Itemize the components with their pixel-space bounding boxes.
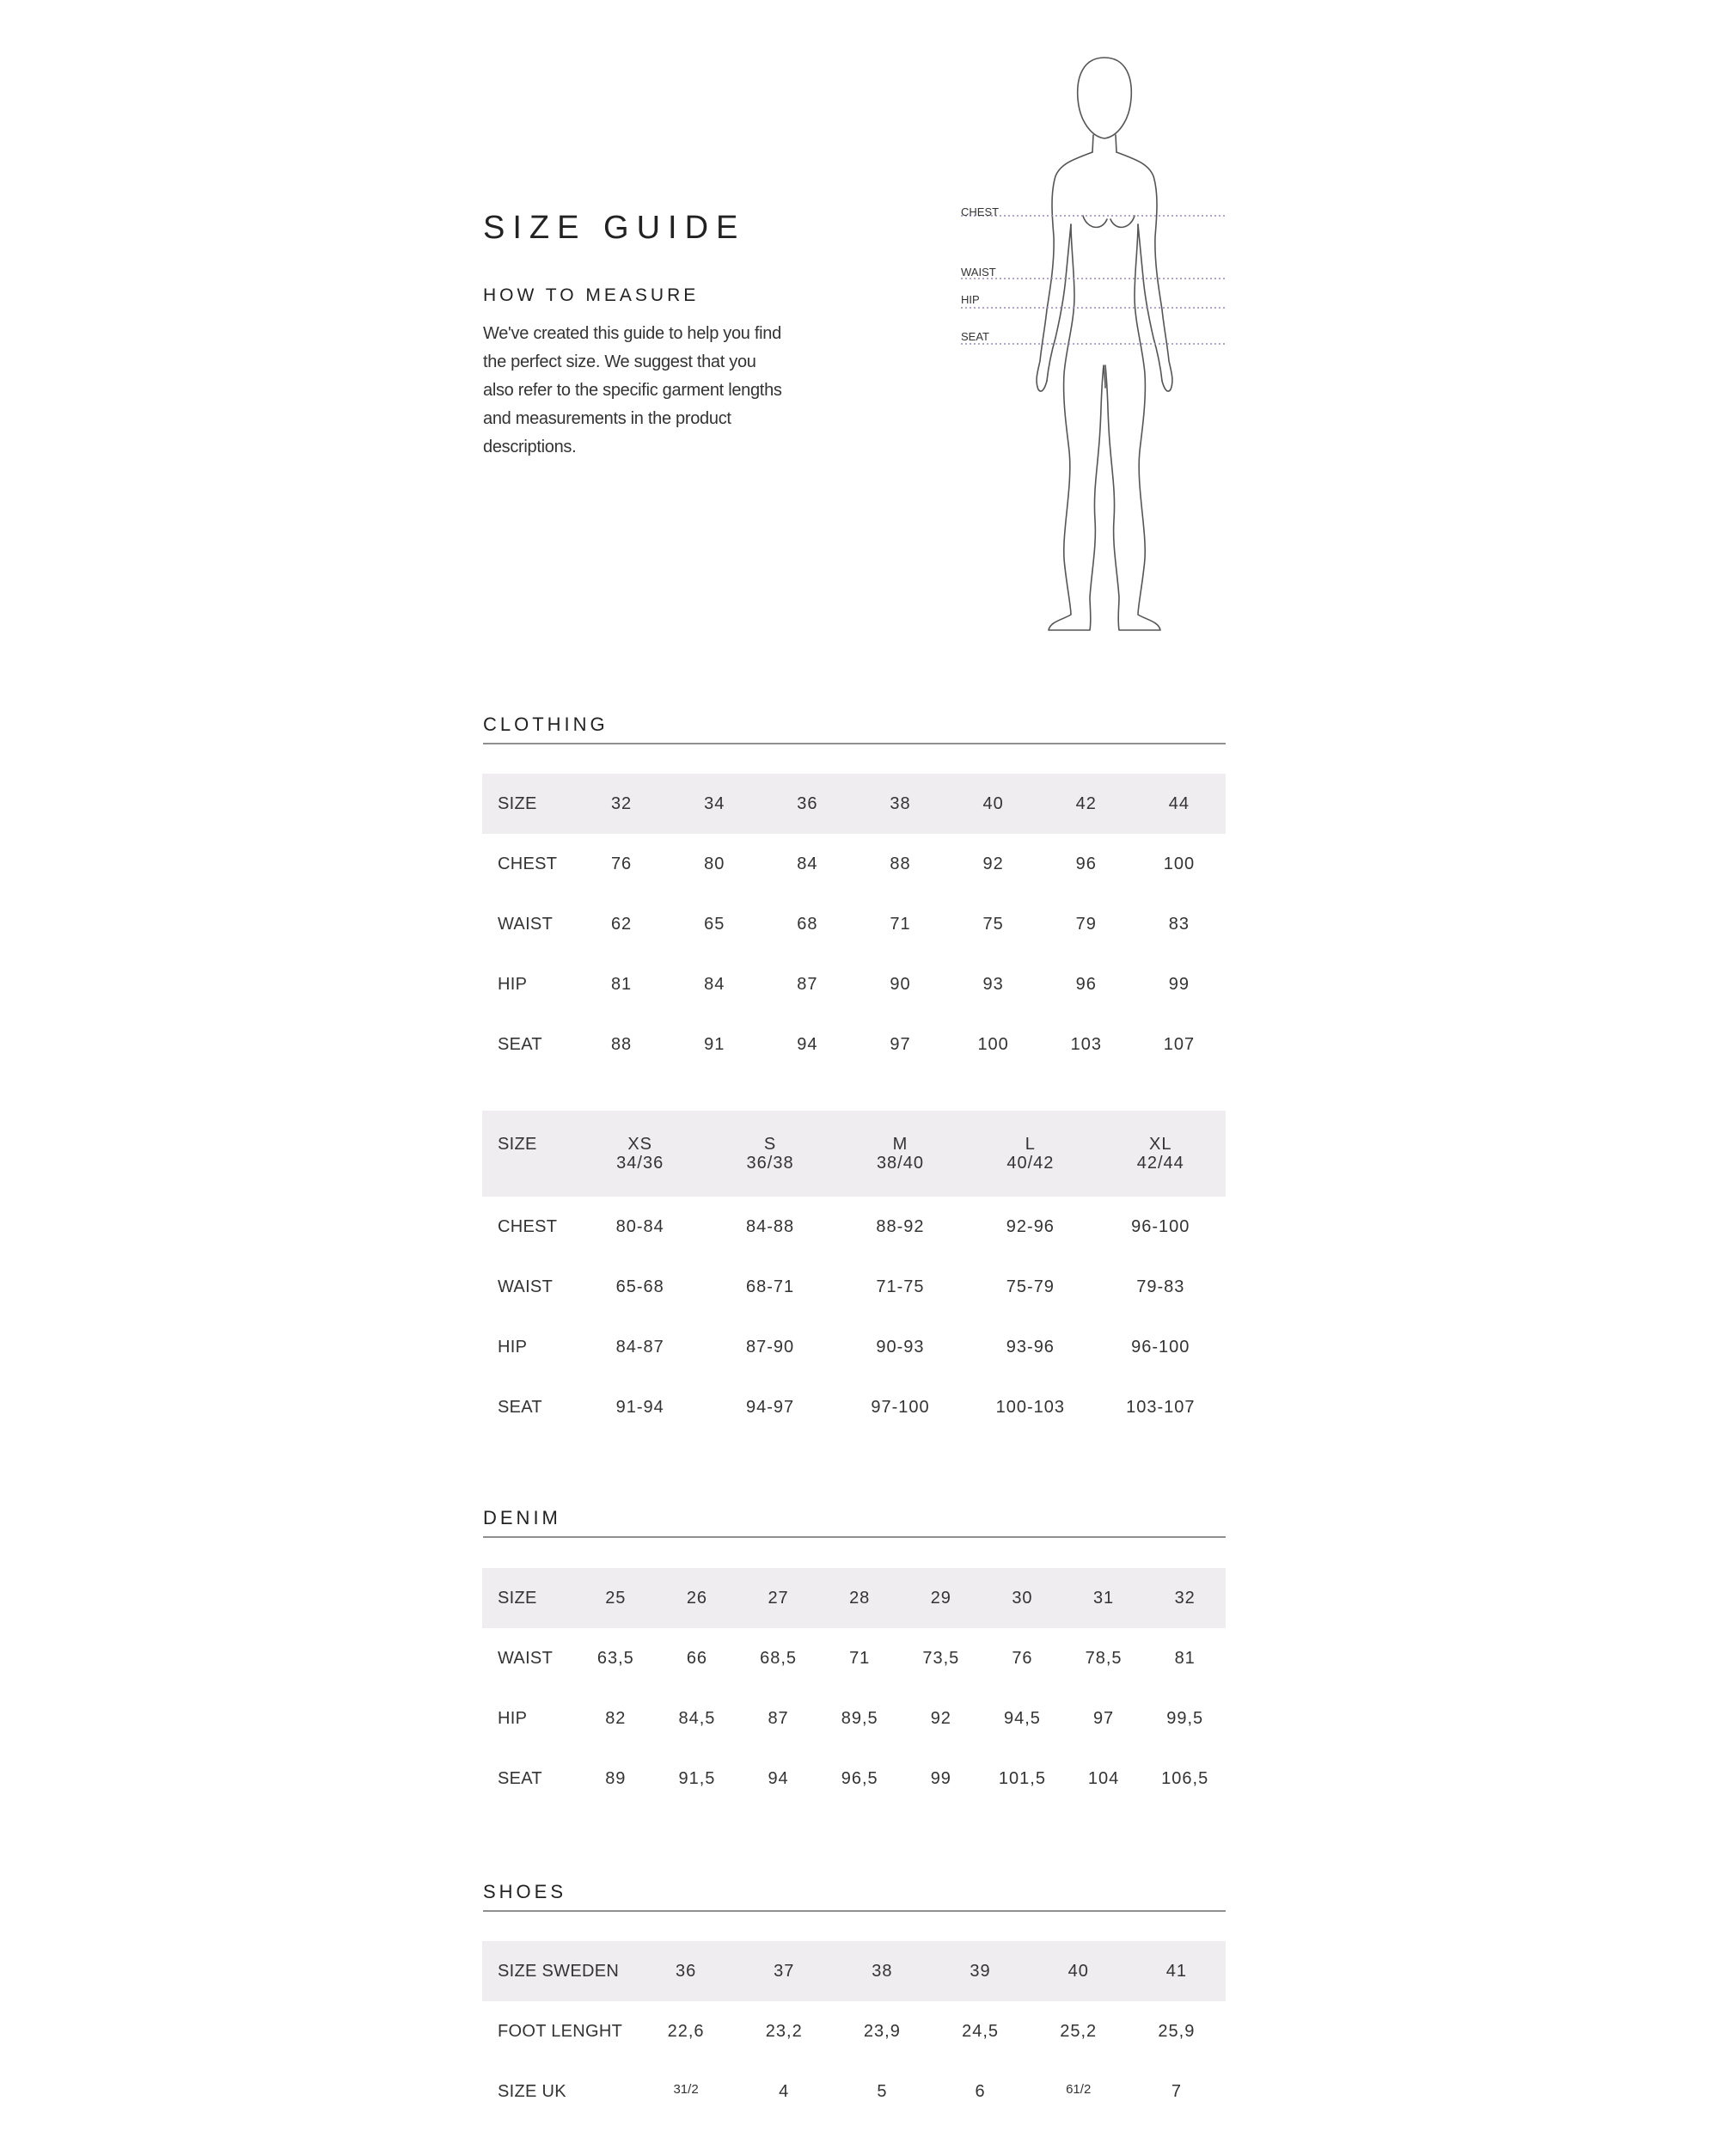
table-cell: 23,2 [765,2021,803,2041]
table-cell: 22,6 [667,2021,705,2041]
table-cell: 71-75 [876,1277,925,1296]
table-header-cell: 38 [890,793,911,813]
table-header-cell: 38 [872,1961,893,1981]
header-bottom: 36/38 [746,1154,794,1173]
section-heading-shoes: SHOES [483,1881,1226,1912]
table-row [482,1377,1226,1437]
intro-text: We've created this guide to help you find the perfect size. We suggest that you also refer to the specific garment lengths and measurements in the product descriptions. [483,324,782,456]
table-cell: 90-93 [876,1337,925,1357]
table-header-cell: 36 [797,793,818,813]
row-label: WAIST [498,1648,554,1668]
table-header-cell: 42 [1075,793,1097,813]
row-label: FOOT LENGHT [498,2021,623,2041]
table-cell: 71 [849,1648,871,1668]
table-header-cell: 34 [704,793,725,813]
table-cell: 78,5 [1085,1648,1123,1668]
table-cell: 75 [982,914,1004,934]
table-cell: 94 [768,1768,789,1788]
how-to-measure-heading: HOW TO MEASURE [483,285,700,305]
table-header-cell: 28 [849,1588,871,1608]
table-cell: 24,5 [962,2021,1000,2041]
body-measurement-figure [945,47,1238,632]
table-cell: 100 [1163,854,1196,873]
table-cell: 66 [686,1648,708,1668]
figure-label-chest: CHEST [961,205,1000,218]
table-cell: 99 [1168,974,1190,994]
table-header-cell: 40 [982,793,1004,813]
table-cell: 104 [1087,1768,1120,1788]
table-header-cell: SIZE [498,1588,537,1608]
table-cell: 97 [1092,1708,1115,1728]
table-cell: 92-96 [1006,1216,1055,1236]
table-header-cell [965,1111,1095,1197]
table-header-cell: 29 [930,1588,951,1608]
table-cell: 94,5 [1003,1708,1041,1728]
fraction-value: 31/2 [673,2081,699,2097]
table-cell: 96-100 [1131,1337,1190,1357]
row-label: WAIST [498,914,554,934]
row-label: SEAT [498,1034,542,1054]
table-cell: 25,9 [1158,2021,1196,2041]
table-cell: 99,5 [1166,1708,1204,1728]
table-cell: 87-90 [746,1337,795,1357]
table-cell: 71 [890,914,911,934]
table-header-cell: 36 [675,1961,697,1981]
table-cell: 92 [930,1708,951,1728]
table-cell: 83 [1168,914,1190,934]
table-row [482,1749,1226,1809]
table-row [482,1688,1226,1749]
table-cell: 23,9 [863,2021,901,2041]
table-row [482,1014,1226,1075]
table-cell: 73,5 [922,1648,960,1668]
table-cell: 87 [768,1708,789,1728]
table-header-cell: 37 [774,1961,795,1981]
header-top: XS [627,1135,653,1154]
table-header-cell: 31 [1092,1588,1115,1608]
table-cell: 89 [605,1768,627,1788]
table-cell: 89,5 [841,1708,878,1728]
row-label: WAIST [498,1277,554,1296]
table-cell: 97-100 [871,1397,930,1417]
table-header-cell [1096,1111,1226,1197]
page-title: SIZE GUIDE [483,210,746,246]
clothing-letter-table [482,1111,1226,1437]
table-cell: 103-107 [1126,1397,1196,1417]
table-cell: 68,5 [760,1648,798,1668]
table-header-cell: 25 [605,1588,627,1608]
table-header-cell: 39 [970,1961,991,1981]
table-header-row [482,1941,1226,2001]
table-header-cell: 32 [1174,1588,1196,1608]
table-cell: 91 [704,1034,725,1054]
table-cell: 96 [1075,854,1097,873]
table-cell: 63,5 [596,1648,634,1668]
table-cell: 25,2 [1060,2021,1098,2041]
table-cell: 84-88 [746,1216,795,1236]
figure-label-waist: WAIST [961,266,996,279]
table-cell: 81 [1174,1648,1196,1668]
table-cell [637,2061,735,2122]
table-cell: 106,5 [1161,1768,1209,1788]
table-header-cell: 30 [1012,1588,1033,1608]
table-row [482,1257,1226,1317]
section-heading-clothing: CLOTHING [483,714,1226,744]
table-cell: 91-94 [615,1397,664,1417]
row-label: CHEST [498,1216,558,1236]
header-bottom: 38/40 [876,1154,924,1173]
header-top: XL [1149,1135,1172,1154]
table-cell: 65-68 [615,1277,664,1296]
table-cell: 82 [605,1708,627,1728]
shoes-table [482,1941,1226,2122]
table-row [482,1628,1226,1688]
table-cell: 93-96 [1006,1337,1055,1357]
table-cell: 92 [982,854,1004,873]
table-cell: 87 [797,974,818,994]
table-cell: 97 [890,1034,911,1054]
table-row [482,834,1226,894]
table-header-cell [705,1111,835,1197]
table-cell: 79 [1075,914,1097,934]
table-cell: 6 [975,2081,986,2101]
table-cell: 68 [797,914,818,934]
table-header-cell: 40 [1067,1961,1089,1981]
table-cell: 84,5 [678,1708,716,1728]
header-top: S [763,1135,777,1154]
table-cell: 65 [704,914,725,934]
header-bottom: 40/42 [1006,1154,1055,1173]
row-label: SEAT [498,1768,542,1788]
table-row [482,1317,1226,1377]
denim-table [482,1568,1226,1809]
table-cell: 96-100 [1131,1216,1190,1236]
row-label: HIP [498,1337,528,1357]
table-header-row [482,774,1226,834]
table-cell: 68-71 [746,1277,795,1296]
table-cell: 100 [977,1034,1009,1054]
clothing-numeric-table [482,774,1226,1075]
table-cell: 88 [610,1034,633,1054]
table-cell: 93 [982,974,1004,994]
table-cell: 88-92 [876,1216,925,1236]
table-cell: 80-84 [615,1216,664,1236]
table-cell: 99 [930,1768,951,1788]
table-cell: 5 [877,2081,888,2101]
table-header-cell: 26 [686,1588,708,1608]
table-cell: 84-87 [615,1337,664,1357]
table-cell: 101,5 [998,1768,1046,1788]
row-label: SEAT [498,1397,542,1417]
section-heading-denim: DENIM [483,1507,1226,1538]
table-header-cell: 44 [1168,793,1190,813]
table-header-row [482,1568,1226,1628]
table-header-cell: 32 [610,793,633,813]
table-cell: 94-97 [746,1397,795,1417]
table-header-cell [482,1111,575,1197]
table-cell: 90 [890,974,911,994]
table-row [482,2001,1226,2061]
table-cell: 96 [1075,974,1097,994]
table-cell: 4 [779,2081,790,2101]
table-header-cell: 27 [768,1588,789,1608]
table-row [482,2061,1226,2122]
table-cell: 100-103 [995,1397,1066,1417]
table-cell: 62 [610,914,633,934]
header-bottom: 34/36 [616,1154,664,1173]
header-bottom [498,1154,537,1173]
table-cell: 88 [890,854,911,873]
table-cell [1030,2061,1128,2122]
row-label: CHEST [498,854,558,873]
row-label: SIZE UK [498,2081,566,2101]
table-cell: 81 [610,974,633,994]
table-cell: 7 [1171,2081,1182,2101]
table-row [482,1197,1226,1257]
table-cell: 76 [1012,1648,1033,1668]
table-cell: 76 [610,854,633,873]
table-cell: 84 [797,854,818,873]
table-cell: 94 [797,1034,818,1054]
table-row [482,894,1226,954]
table-cell: 79-83 [1136,1277,1185,1296]
figure-label-seat: SEAT [961,330,989,343]
table-cell: 107 [1163,1034,1196,1054]
header-bottom: 42/44 [1136,1154,1184,1173]
table-header-cell [575,1111,705,1197]
row-label: HIP [498,1708,528,1728]
table-header-cell: SIZE [498,793,537,813]
table-cell: 96,5 [841,1768,878,1788]
table-cell: 84 [704,974,725,994]
table-row [482,954,1226,1014]
table-cell: 103 [1070,1034,1102,1054]
table-header-cell: SIZE SWEDEN [498,1961,620,1981]
table-cell: 75-79 [1006,1277,1055,1296]
header-top: M [892,1135,908,1154]
row-label: HIP [498,974,528,994]
table-cell: 91,5 [678,1768,716,1788]
header-top: SIZE [498,1135,537,1154]
fraction-value: 61/2 [1066,2081,1092,2097]
table-cell: 80 [704,854,725,873]
table-header-row [482,1111,1226,1197]
table-header-cell [835,1111,965,1197]
table-header-cell: 41 [1165,1961,1188,1981]
header-top: L [1025,1135,1036,1154]
figure-label-hip: HIP [961,293,980,306]
